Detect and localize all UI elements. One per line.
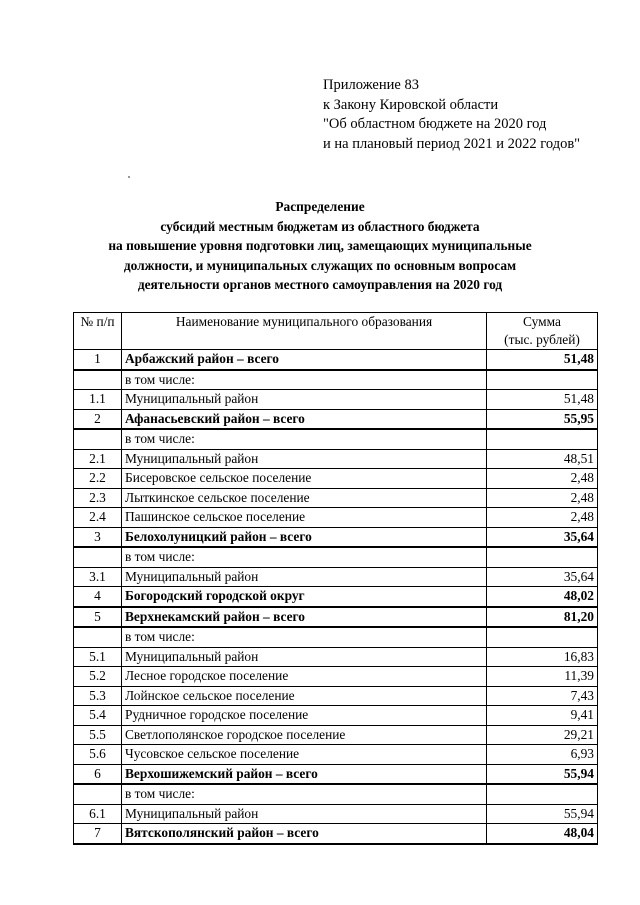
header-sum-label: Сумма [523,314,561,329]
row-sum [487,370,598,390]
row-number: 1.1 [74,390,122,410]
table-row [74,725,598,745]
table-body [74,350,598,844]
row-name: в том числе: [122,784,487,804]
row-number [74,627,122,647]
row-number: 3.1 [74,567,122,587]
table-row [74,409,598,429]
table-row [74,429,598,449]
row-name: Бисеровское сельское поселение [122,469,487,489]
header-sum-unit: (тыс. рублей) [504,331,580,347]
row-sum: 51,48 [487,390,598,410]
title-line-5: деятельности органов местного самоуправления на 2020 год [137,277,503,293]
row-number: 2 [74,409,122,429]
scan-speck [128,176,130,178]
row-sum [487,627,598,647]
row-name: Чусовское сельское поселение [122,745,487,765]
row-sum: 55,95 [487,409,598,429]
row-number: 5.4 [74,706,122,726]
row-name: Светлополянское городское поселение [122,725,487,745]
row-name: Муниципальный район [122,390,487,410]
row-sum: 48,02 [487,587,598,607]
row-number: 7 [74,824,122,844]
row-sum: 55,94 [487,764,598,784]
subsidy-table [73,312,598,845]
row-number: 5.2 [74,667,122,687]
row-sum: 48,04 [487,824,598,844]
row-name: Лойнское сельское поселение [122,686,487,706]
row-name: Пашинское сельское поселение [122,508,487,528]
table-row [74,547,598,567]
row-number: 2.3 [74,488,122,508]
table-row [74,370,598,390]
table-row [74,607,598,628]
row-number: 5.3 [74,686,122,706]
row-sum: 81,20 [487,607,598,628]
row-number [74,547,122,567]
table-row [74,488,598,508]
table-row [74,667,598,687]
table-row [74,350,598,370]
appendix-law: к Закону Кировской области [323,96,499,113]
table-row [74,627,598,647]
row-name: Афанасьевский район – всего [122,409,487,429]
row-number: 5.6 [74,745,122,765]
appendix-law-period: и на плановый период 2021 и 2022 годов" [323,135,581,152]
row-name: в том числе: [122,547,487,567]
table-row [74,527,598,547]
title-line-3: на повышение уровня подготовки лиц, замещающих муниципальные [108,238,532,254]
row-name: Лыткинское сельское поселение [122,488,487,508]
row-name: в том числе: [122,429,487,449]
table-row [74,706,598,726]
row-name: Белохолуницкий район – всего [122,527,487,547]
row-sum: 6,93 [487,745,598,765]
row-number: 4 [74,587,122,607]
row-name: Вятскополянский район – всего [122,824,487,844]
row-sum: 7,43 [487,686,598,706]
row-name: Муниципальный район [122,449,487,469]
table-row [74,824,598,844]
table-row [74,449,598,469]
row-sum: 16,83 [487,647,598,667]
table-row [74,764,598,784]
title-line-1: Распределение [275,199,365,214]
table-row [74,587,598,607]
row-number [74,429,122,449]
row-number: 6.1 [74,804,122,824]
row-sum: 2,48 [487,508,598,528]
row-name: Муниципальный район [122,647,487,667]
row-number: 1 [74,350,122,370]
row-number: 3 [74,527,122,547]
table-header-row [74,313,598,350]
row-number: 2.4 [74,508,122,528]
row-sum: 29,21 [487,725,598,745]
table-row [74,647,598,667]
row-sum [487,547,598,567]
appendix-number: Приложение 83 [323,77,419,93]
title-line-4: должности, и муниципальных служащих по основным вопросам [123,257,517,273]
table-row [74,469,598,489]
row-name: Муниципальный район [122,804,487,824]
document-title [0,197,640,295]
row-sum: 9,41 [487,706,598,726]
row-number: 5.5 [74,725,122,745]
row-sum: 51,48 [487,350,598,370]
row-sum: 35,64 [487,527,598,547]
row-number: 2.1 [74,449,122,469]
header-sum [487,313,598,350]
row-sum [487,429,598,449]
row-number: 5 [74,607,122,628]
table-row [74,686,598,706]
row-sum: 11,39 [487,667,598,687]
row-number: 2.2 [74,469,122,489]
table-row [74,390,598,410]
title-line-2: субсидий местным бюджетам из областного бюджета [160,218,480,234]
row-name: Муниципальный район [122,567,487,587]
appendix-reference [323,76,580,154]
row-name: Богородский городской округ [122,587,487,607]
row-name: Верхошижемский район – всего [122,764,487,784]
row-name: Лесное городское поселение [122,667,487,687]
row-sum: 55,94 [487,804,598,824]
row-sum: 2,48 [487,469,598,489]
row-sum: 48,51 [487,449,598,469]
header-name: Наименование муниципального образования [122,313,487,350]
row-number [74,784,122,804]
table-row [74,804,598,824]
row-sum: 2,48 [487,488,598,508]
appendix-law-title: "Об областном бюджете на 2020 год [323,116,547,132]
row-name: в том числе: [122,370,487,390]
header-num: № п/п [74,313,122,350]
row-name: в том числе: [122,627,487,647]
row-number: 5.1 [74,647,122,667]
row-name: Верхнекамский район – всего [122,607,487,628]
row-name: Арбажский район – всего [122,350,487,370]
row-number [74,370,122,390]
table-row [74,567,598,587]
table-row [74,745,598,765]
row-sum: 35,64 [487,567,598,587]
row-sum [487,784,598,804]
table-row [74,784,598,804]
table-row [74,508,598,528]
row-name: Рудничное городское поселение [122,706,487,726]
row-number: 6 [74,764,122,784]
